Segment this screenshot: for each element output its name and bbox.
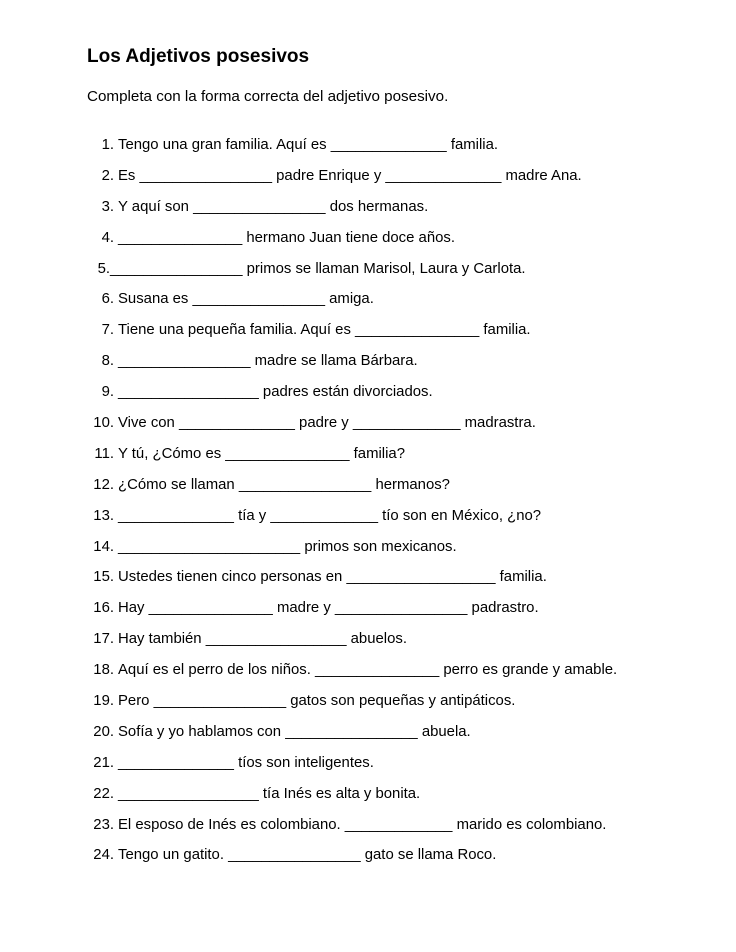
item-number: 20. xyxy=(93,723,114,740)
item-number: 10. xyxy=(93,415,114,432)
item-text: ______________ tíos son inteligentes. xyxy=(118,754,374,771)
exercise-item xyxy=(87,321,617,352)
item-text: _______________ hermano Juan tiene doce años. xyxy=(118,229,455,246)
exercise-item xyxy=(87,476,617,507)
item-number: 18. xyxy=(93,662,114,679)
exercise-item xyxy=(87,229,617,260)
exercise-item xyxy=(87,785,617,816)
exercise-item xyxy=(87,383,617,414)
item-text: Tengo una gran familia. Aquí es ______________ familia. xyxy=(118,137,498,153)
item-number: 9. xyxy=(101,384,114,401)
item-text: Y tú, ¿Cómo es _______________ familia? xyxy=(118,445,405,462)
exercise-item xyxy=(87,507,617,538)
item-number: 24. xyxy=(93,847,114,864)
exercise-item xyxy=(87,723,617,754)
exercise-item xyxy=(87,816,617,847)
item-text: ¿Cómo se llaman ________________ hermanos? xyxy=(118,476,450,493)
item-text: ______________________ primos son mexicanos. xyxy=(118,538,457,555)
item-text: ________________ primos se llaman Marisol, Laura y Carlota. xyxy=(110,260,526,277)
worksheet-title: Los Adjetivos posesivos xyxy=(87,46,310,67)
exercise-item xyxy=(87,692,617,723)
exercise-item xyxy=(87,568,617,599)
exercise-item xyxy=(87,445,617,476)
item-number: 5. xyxy=(97,260,110,277)
item-text: El esposo de Inés es colombiano. _____________ marido es colombiano. xyxy=(118,816,607,833)
exercise-item xyxy=(87,538,617,569)
item-number: 3. xyxy=(101,198,114,215)
item-number: 23. xyxy=(93,816,114,833)
item-text: Susana es ________________ amiga. xyxy=(118,291,374,308)
item-number: 2. xyxy=(101,167,114,184)
exercise-item xyxy=(87,630,617,661)
item-number: 15. xyxy=(93,569,114,586)
item-number: 7. xyxy=(101,322,114,339)
exercise-item xyxy=(87,290,617,321)
item-number: 11. xyxy=(94,445,114,462)
item-number: 16. xyxy=(93,600,114,617)
exercise-item xyxy=(87,754,617,785)
item-number: 22. xyxy=(93,785,114,802)
item-number: 14. xyxy=(93,538,114,555)
item-number: 1. xyxy=(101,137,114,153)
item-text: Y aquí son ________________ dos hermanas. xyxy=(118,198,429,215)
exercise-item xyxy=(87,260,617,291)
item-number: 12. xyxy=(93,476,114,493)
exercise-item xyxy=(87,136,617,167)
item-number: 4. xyxy=(101,229,114,246)
item-text: Hay también _________________ abuelos. xyxy=(118,631,407,648)
item-number: 13. xyxy=(93,507,114,524)
exercise-item xyxy=(87,846,617,877)
exercise-item xyxy=(87,599,617,630)
item-text: Ustedes tienen cinco personas en __________________ familia. xyxy=(118,569,547,586)
item-text: Pero ________________ gatos son pequeñas y antipáticos. xyxy=(118,693,516,710)
item-text: ______________ tía y _____________ tío son en México, ¿no? xyxy=(118,507,542,524)
exercise-item xyxy=(87,198,617,229)
item-text: ________________ madre se llama Bárbara. xyxy=(118,353,418,370)
item-text: Es ________________ padre Enrique y ______________ madre Ana. xyxy=(118,167,582,184)
exercise-item xyxy=(87,661,617,692)
item-text: Tengo un gatito. ________________ gato se llama Roco. xyxy=(118,847,497,864)
item-text: Hay _______________ madre y ________________ padrastro. xyxy=(118,600,539,617)
item-text: Tiene una pequeña familia. Aquí es _______________ familia. xyxy=(118,322,531,339)
item-text: Vive con ______________ padre y _____________ madrastra. xyxy=(118,415,536,432)
item-text: _________________ tía Inés es alta y bonita. xyxy=(118,785,421,802)
item-number: 6. xyxy=(101,291,114,308)
exercise-list xyxy=(87,136,617,877)
item-text: Sofía y yo hablamos con ________________ abuela. xyxy=(118,723,471,740)
item-number: 17. xyxy=(93,631,114,648)
item-number: 21. xyxy=(93,754,114,771)
instructions: Completa con la forma correcta del adjetivo posesivo. xyxy=(87,88,449,105)
item-text: Aquí es el perro de los niños. _______________ perro es grande y amable. xyxy=(118,662,618,679)
exercise-item xyxy=(87,352,617,383)
item-number: 19. xyxy=(93,693,114,710)
item-text: _________________ padres están divorciados. xyxy=(118,384,433,401)
exercise-item xyxy=(87,167,617,198)
item-number: 8. xyxy=(101,353,114,370)
exercise-item xyxy=(87,414,617,445)
